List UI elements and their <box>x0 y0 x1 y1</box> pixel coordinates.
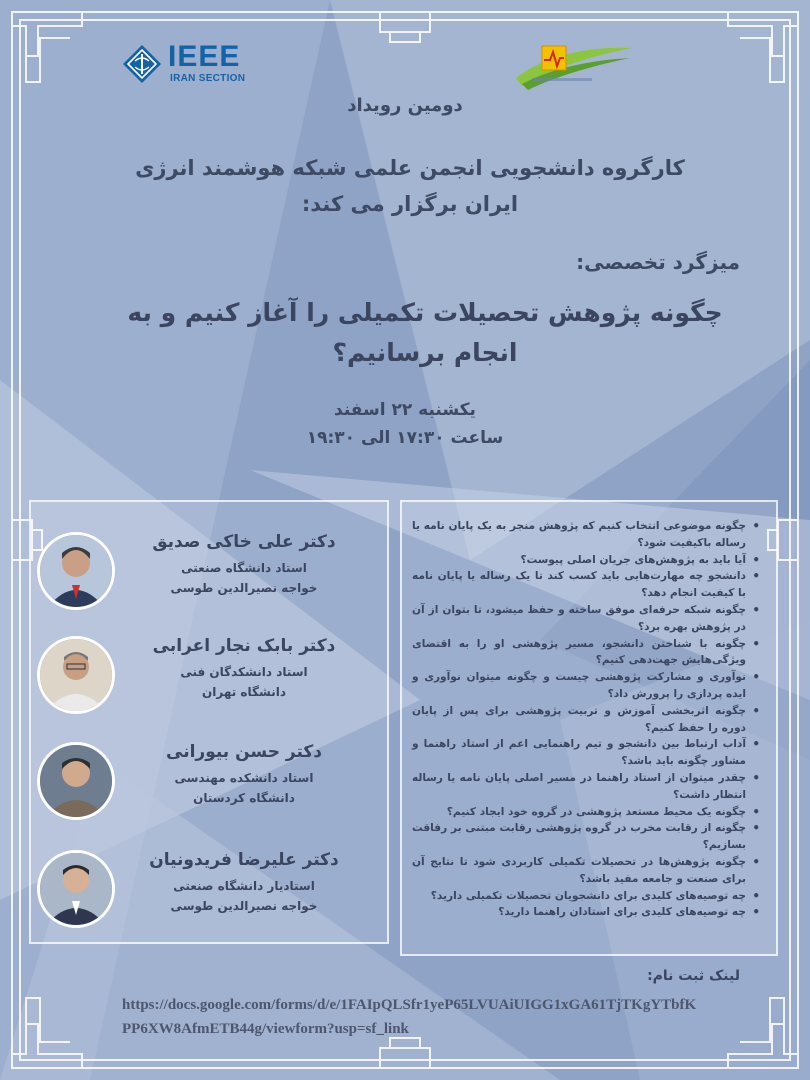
speaker-affiliation: استادیار دانشگاه صنعتی <box>173 879 315 893</box>
speakers-panel <box>29 500 389 944</box>
registration-label: لینک ثبت نام: <box>647 968 740 984</box>
question-item: • چقدر میتوان از استاد راهنما در مسیر اصلی پایان نامه یا رساله انتظار داشت؟ <box>412 770 746 804</box>
speaker-info <box>115 636 373 702</box>
panel-label: میزگرد تخصصی: <box>576 250 740 274</box>
registration-link[interactable]: https://docs.google.com/forms/d/e/1FAIpQLSfr1yeP65LVUAiUIGG1xGA61TjTKgYTbfKPP6XW8AfmETB44g/viewform?usp=sf_link <box>122 997 697 1037</box>
ieee-section-label: IRAN SECTION <box>170 73 246 84</box>
speaker-photo <box>37 742 115 820</box>
question-item: • نوآوری و مشارکت پژوهشی چیست و چگونه میتوان نوآوری و ایده پردازی را پرورش داد؟ <box>412 669 746 703</box>
speaker-card <box>31 532 387 632</box>
speaker-card <box>31 742 387 842</box>
question-item: • چگونه از رقابت مخرب در گروه پژوهشی رقابت مبتنی بر رفاقت بسازیم؟ <box>412 820 746 854</box>
event-number: دومین رویداد <box>347 95 463 116</box>
speaker-info <box>115 532 373 598</box>
organizer-text: کارگروه دانشجویی انجمن علمی شبکه هوشمند انرژی ایران برگزار می کند: <box>135 156 685 216</box>
speaker-affiliation: استاد دانشکدگان فنی <box>180 665 308 679</box>
speaker-photo <box>37 850 115 928</box>
ieee-diamond-icon <box>122 44 162 84</box>
question-item: • چگونه با شناختن دانشجو، مسیر پژوهشی او را به اقتضای ویژگی‌هایش جهت‌دهی کنیم؟ <box>412 636 746 670</box>
question-item: • چگونه شبکه حرفه‌ای موفق ساخته و حفظ میشود، تا بتوان از آن در پژوهش بهره برد؟ <box>412 602 746 636</box>
question-item: • چه توصیه‌های کلیدی برای استادان راهنما دارید؟ <box>412 904 746 921</box>
questions-list <box>412 518 762 921</box>
speaker-card <box>31 850 387 950</box>
energy-society-logo <box>512 38 634 92</box>
question-item: • چه توصیه‌های کلیدی برای دانشجویان تحصیلات تکمیلی دارید؟ <box>412 888 746 905</box>
speaker-card <box>31 636 387 736</box>
ieee-wordmark: IEEE <box>168 40 241 73</box>
speaker-photo <box>37 532 115 610</box>
speaker-name: دکتر بابک نجار اعرابی <box>152 636 336 656</box>
question-item: • دانشجو چه مهارت‌هایی باید کسب کند تا یک رساله یا پایان نامه با کیفیت انجام دهد؟ <box>412 568 746 602</box>
speaker-affiliation: خواجه نصیرالدین طوسی <box>170 581 318 595</box>
question-item: • آداب ارتباط بین دانشجو و تیم راهنمایی اعم از استاد راهنما و مشاور چگونه باید باشد؟ <box>412 736 746 770</box>
speaker-info <box>115 742 373 808</box>
event-date: یکشنبه ۲۲ اسفند <box>334 400 476 420</box>
speaker-affiliation: دانشگاه تهران <box>202 685 286 699</box>
question-item: • آیا باید به پژوهش‌های جریان اصلی پیوست؟ <box>412 552 746 569</box>
speaker-info <box>115 850 373 916</box>
questions-panel <box>400 500 778 956</box>
speaker-name: دکتر علی خاکی صدیق <box>152 532 336 552</box>
ieee-logo <box>122 42 262 88</box>
question-item: • چگونه پژوهش‌ها در تحصیلات تکمیلی کاربردی شود تا نتایج آن برای صنعت و جامعه مفید باشد؟ <box>412 854 746 888</box>
speaker-affiliation: استاد دانشکده مهندسی <box>174 771 314 785</box>
speaker-affiliation: استاد دانشگاه صنعتی <box>181 561 307 575</box>
speaker-affiliation: دانشگاه کردستان <box>193 791 295 805</box>
question-item: • چگونه موضوعی انتخاب کنیم که پژوهش منجر به یک پایان نامه یا رساله باکیفیت شود؟ <box>412 518 746 552</box>
question-item: • چگونه اثربخشی آموزش و تربیت پژوهشی برای پس از پایان دوره را حفظ کنیم؟ <box>412 703 746 737</box>
panel-title: چگونه پژوهش تحصیلات تکمیلی را آغاز کنیم و به انجام برسانیم؟ <box>127 298 723 367</box>
speaker-photo <box>37 636 115 714</box>
speaker-affiliation: خواجه نصیرالدین طوسی <box>170 899 318 913</box>
speaker-name: دکتر علیرضا فریدونیان <box>149 850 339 870</box>
question-item: • چگونه یک محیط مستعد پژوهشی در گروه خود ایجاد کنیم؟ <box>412 804 746 821</box>
speaker-name: دکتر حسن بیورانی <box>166 742 322 762</box>
event-time: ساعت ۱۷:۳۰ الی ۱۹:۳۰ <box>306 428 504 448</box>
